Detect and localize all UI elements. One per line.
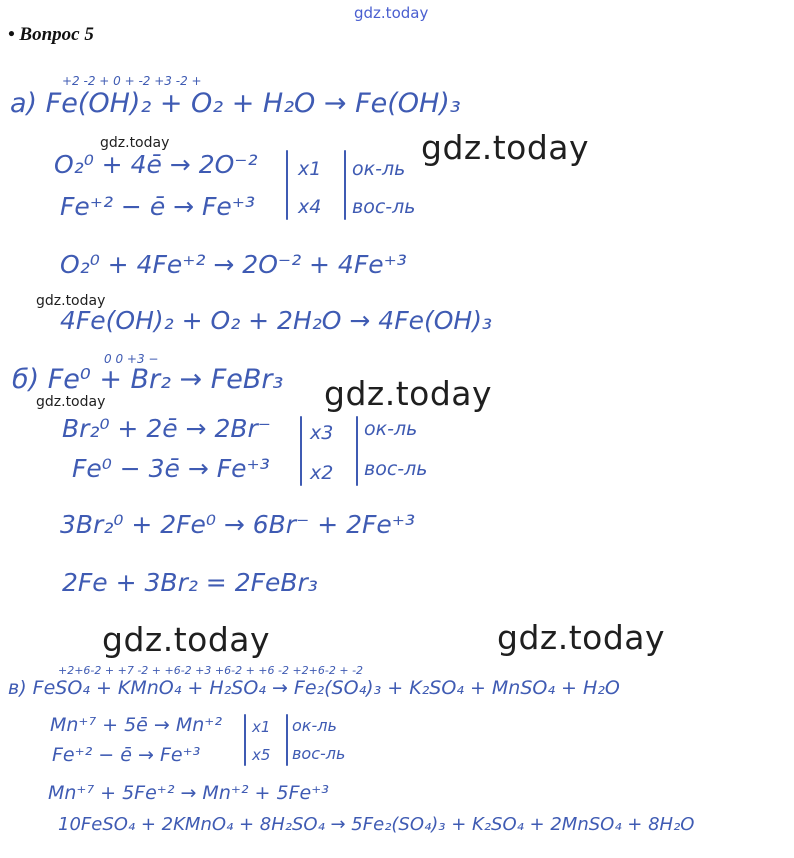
half-reaction-oxidation: Fe⁺² − ē → Fe⁺³ [52, 744, 201, 766]
multiplier: x1 [252, 718, 271, 736]
watermark: gdz.today [497, 618, 666, 657]
reaction-equation: б) Fe⁰ + Br₂ → FeBr₃ [12, 364, 284, 395]
watermark: gdz.today [324, 374, 493, 413]
balance-divider [244, 714, 246, 766]
watermark-top: gdz.today [354, 4, 429, 22]
balance-divider [356, 416, 358, 486]
watermark: gdz.today [36, 394, 106, 410]
final-equation: 2Fe + 3Br₂ = 2FeBr₃ [62, 568, 318, 597]
ionic-equation: Mn⁺⁷ + 5Fe⁺² → Mn⁺² + 5Fe⁺³ [48, 782, 329, 804]
role-label: ок-ль [352, 158, 406, 180]
half-reaction-reduction: Mn⁺⁷ + 5ē → Mn⁺² [50, 714, 222, 736]
oxidation-states: 0 0 +3 − [104, 352, 159, 366]
question-heading: • Вопрос 5 [8, 24, 94, 45]
role-label: вос-ль [292, 744, 346, 763]
ionic-equation: 3Br₂⁰ + 2Fe⁰ → 6Br⁻ + 2Fe⁺³ [60, 510, 416, 539]
balance-divider [286, 150, 288, 220]
multiplier: x1 [298, 158, 322, 180]
watermark: gdz.today [421, 128, 590, 167]
reaction-equation: в) FeSO₄ + KMnO₄ + H₂SO₄ → Fe₂(SO₄)₃ + K₂SO₄ + MnSO₄ + H₂O [8, 677, 620, 699]
multiplier: x3 [310, 422, 334, 444]
balance-divider [286, 714, 288, 766]
multiplier: x2 [310, 462, 334, 484]
final-equation: 10FeSO₄ + 2KMnO₄ + 8H₂SO₄ → 5Fe₂(SO₄)₃ + K₂SO₄ + 2MnSO₄ + 8H₂O [58, 814, 695, 835]
half-reaction-reduction: Br₂⁰ + 2ē → 2Br⁻ [62, 414, 271, 443]
role-label: вос-ль [364, 458, 428, 480]
ionic-equation: O₂⁰ + 4Fe⁺² → 2O⁻² + 4Fe⁺³ [60, 250, 407, 279]
role-label: ок-ль [292, 716, 337, 735]
watermark: gdz.today [102, 620, 271, 659]
oxidation-states: +2 -2 + 0 + -2 +3 -2 + [62, 74, 202, 88]
watermark: gdz.today [36, 293, 106, 309]
role-label: вос-ль [352, 196, 416, 218]
balance-divider [344, 150, 346, 220]
watermark: gdz.today [100, 135, 170, 151]
role-label: ок-ль [364, 418, 418, 440]
half-reaction-reduction: O₂⁰ + 4ē → 2O⁻² [54, 150, 258, 179]
multiplier: x5 [252, 746, 271, 764]
half-reaction-oxidation: Fe⁰ − 3ē → Fe⁺³ [72, 454, 270, 483]
final-equation: 4Fe(OH)₂ + O₂ + 2H₂O → 4Fe(OH)₃ [60, 306, 492, 335]
multiplier: x4 [298, 196, 322, 218]
reaction-equation: а) Fe(OH)₂ + O₂ + H₂O → Fe(OH)₃ [10, 88, 461, 119]
oxidation-states: +2+6-2 + +7 -2 + +6-2 +3 +6-2 + +6 -2 +2+6-2 + -2 [58, 664, 364, 677]
half-reaction-oxidation: Fe⁺² − ē → Fe⁺³ [60, 192, 256, 221]
balance-divider [300, 416, 302, 486]
